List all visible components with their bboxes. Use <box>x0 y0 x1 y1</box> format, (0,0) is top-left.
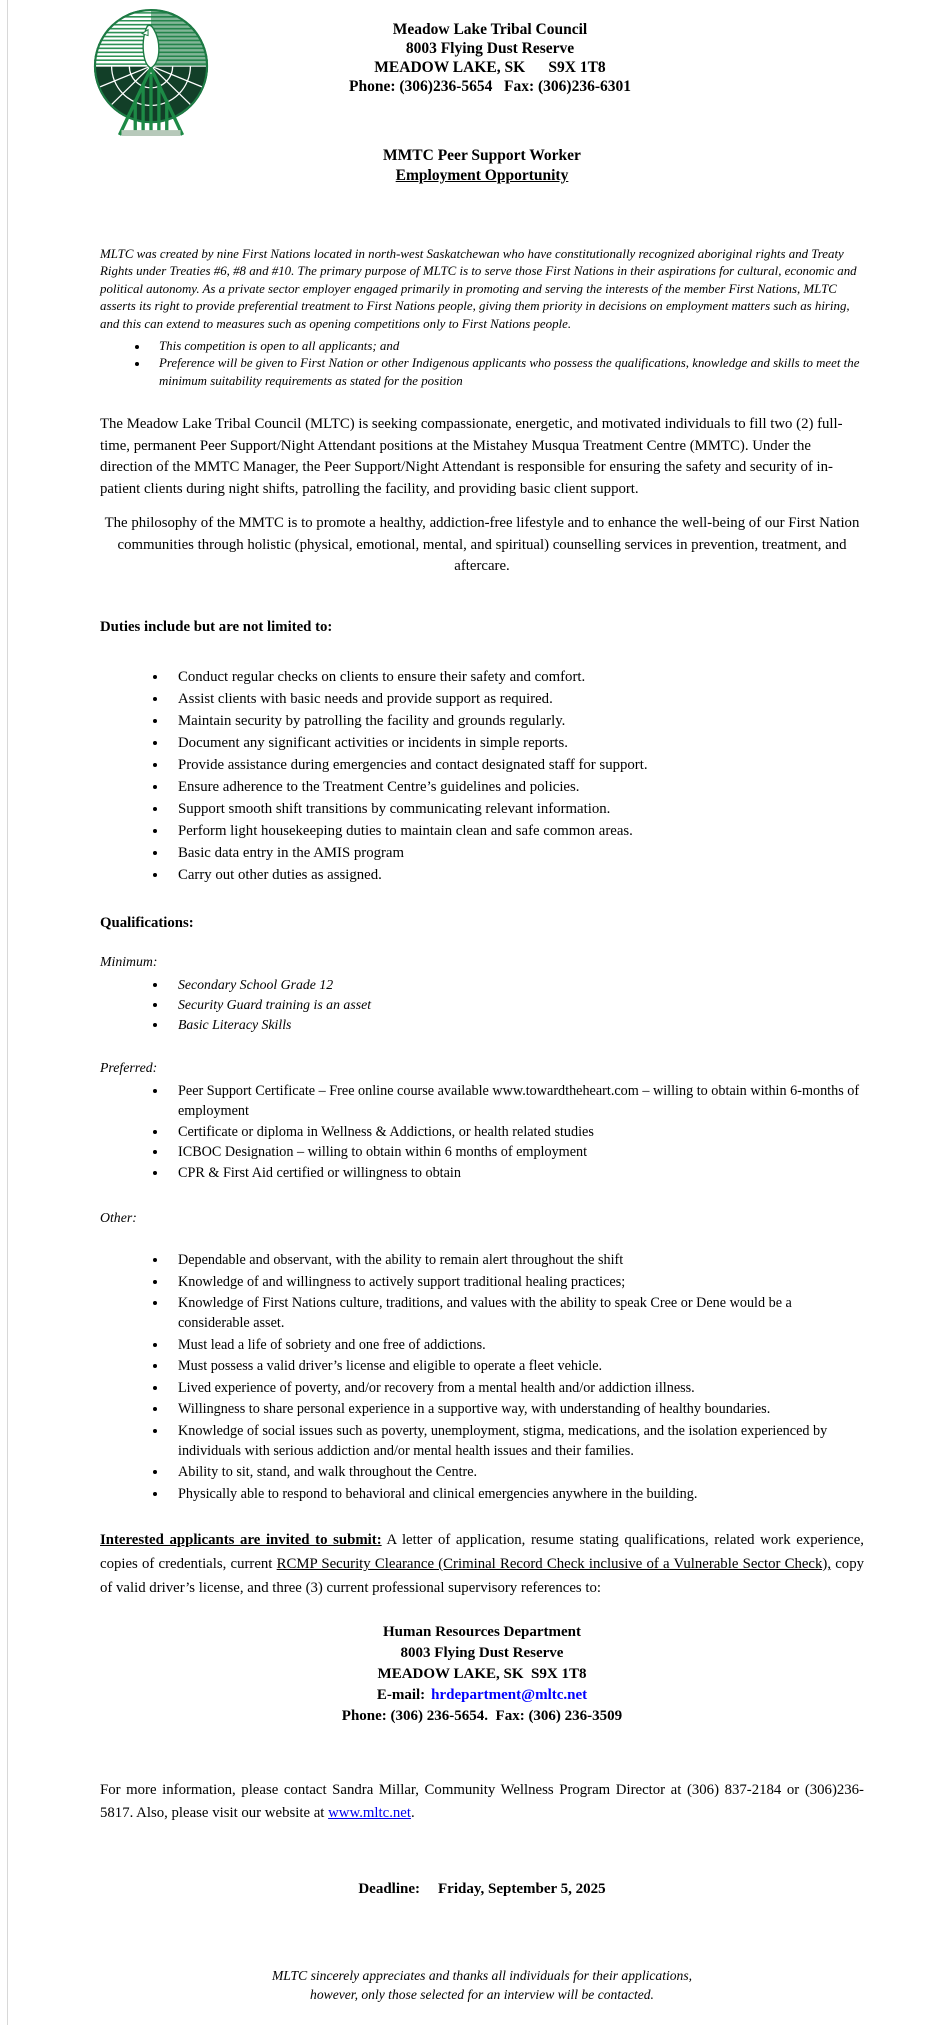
organization-header <box>210 0 770 96</box>
org-address-line1: 8003 Flying Dust Reserve <box>405 40 575 57</box>
list-item: • Preference will be given to First Nation or other Indigenous applicants who possess the qualifications, knowledge and skills to meet the minimum suitability requirements as stated for the position <box>149 355 864 390</box>
org-address-line2: MEADOW LAKE, SK S9X 1T8 <box>374 59 606 76</box>
preferred-item: • ICBOC Designation – willing to obtain within 6 months of employment <box>168 1142 864 1163</box>
other-item: • Physically able to respond to behavioral and clinical emergencies anywhere in the building. <box>168 1484 864 1504</box>
position-summary-paragraph: The Meadow Lake Tribal Council (MLTC) is seeking compassionate, energetic, and motivated individuals to fill two (2) full-time, permanent Peer Support/Night Attendant positions at the Mistahey Musqua Treatment Centre (MMTC). Under the direction of the MMTC Manager, the Peer Support/Night Attendant is responsible for ensuring the safety and security of in-patient clients during night shifts, patrolling the facility, and providing basic client support. <box>100 416 843 497</box>
org-phone-fax: Phone: (306)236-5654 Fax: (306)236-6301 <box>349 78 631 95</box>
apply-lead: Interested applicants are invited to submit: <box>100 1532 382 1549</box>
preferred-list <box>100 1081 864 1184</box>
apply-underlined-requirement: RCMP Security Clearance (Criminal Record Check inclusive of a Vulnerable Sector Check), <box>276 1556 832 1573</box>
duty-item: • Perform light housekeeping duties to maintain clean and safe common areas. <box>168 821 864 842</box>
qualifications-heading: Qualifications: <box>100 914 194 931</box>
posting-title <box>100 146 864 186</box>
hr-email-line <box>100 1685 864 1706</box>
other-item: • Must lead a life of sobriety and one free of addictions. <box>168 1335 864 1355</box>
mltc-intro-paragraph: MLTC was created by nine First Nations located in north-west Saskatchewan who have constitutionally recognized aboriginal rights and Treaty Rights under Treaties #6, #8 and #10. The primary purpose of MLTC is to serve those First Nations in their aspirations for cultural, economic and political autonomy. As a private sector employer engaged primarily in promoting and serving the interests of the member First Nations, MLTC asserts its right to provide preferential treatment to First Nations people, giving them priority in decisions on employment matters such as hiring, and this can extend to measures such as opening competitions only to First Nations people. <box>100 247 857 331</box>
hr-address-line2: MEADOW LAKE, SK S9X 1T8 <box>377 1666 587 1683</box>
posting-title-line2: Employment Opportunity <box>395 167 569 184</box>
other-item: • Ability to sit, stand, and walk throughout the Centre. <box>168 1462 864 1482</box>
duties-list <box>100 667 864 886</box>
intro-bullet-list <box>100 338 864 390</box>
minimum-item: • Basic Literacy Skills <box>168 1015 864 1035</box>
duty-item: • Assist clients with basic needs and provide support as required. <box>168 689 864 710</box>
other-item: • Must possess a valid driver’s license and eligible to operate a fleet vehicle. <box>168 1356 864 1376</box>
mltc-intro-section <box>100 246 864 390</box>
philosophy-paragraph: The philosophy of the MMTC is to promote a healthy, addiction-free lifestyle and to enhance the well-being of our First Nation communities through holistic (physical, emotional, mental, and spiritual) counselling services in prevention, treatment, and aftercare. <box>104 515 860 575</box>
email-label: E-mail: <box>376 1687 426 1704</box>
other-item: • Knowledge of First Nations culture, traditions, and values with the ability to speak Cree or Dene would be a considerable asset. <box>168 1293 864 1334</box>
hr-contact-block <box>100 1622 864 1727</box>
minimum-label: Minimum: <box>100 953 158 969</box>
more-info-seg2: . <box>410 1805 415 1822</box>
footer-line2: however, only those selected for an interview will be contacted. <box>310 1987 654 2003</box>
hr-email-link[interactable]: hrdepartment@mltc.net <box>431 1687 588 1704</box>
duty-item: • Basic data entry in the AMIS program <box>168 843 864 864</box>
preferred-item: • Peer Support Certificate – Free online course available www.towardtheheart.com – willing to obtain within 6-months of employment <box>168 1081 864 1122</box>
org-name: Meadow Lake Tribal Council <box>392 21 588 38</box>
preferred-label: Preferred: <box>100 1059 158 1075</box>
duty-item: • Provide assistance during emergencies and contact designated staff for support. <box>168 755 864 776</box>
apply-seg1: A letter of application, resume stating qualifications, related work experience, copies of credentials, current <box>100 1532 864 1573</box>
other-item: • Knowledge of and willingness to actively support traditional healing practices; <box>168 1272 864 1292</box>
more-info-paragraph <box>100 1779 864 1825</box>
footer-note <box>100 1966 864 2004</box>
footer-line1: MLTC sincerely appreciates and thanks all individuals for their applications, <box>271 1968 693 1984</box>
other-item: • Knowledge of social issues such as poverty, unemployment, stigma, medications, and the isolation experienced by individuals with serious addiction and/or mental health issues and their families. <box>168 1421 864 1462</box>
preferred-item: • Certificate or diploma in Wellness & Addictions, or health related studies <box>168 1122 864 1143</box>
list-item: • This competition is open to all applicants; and <box>149 338 864 355</box>
minimum-list <box>100 975 864 1035</box>
deadline-line <box>100 1881 864 1898</box>
duty-item: • Document any significant activities or incidents in simple reports. <box>168 733 864 754</box>
other-label: Other: <box>100 1210 137 1226</box>
website-link[interactable]: www.mltc.net <box>328 1805 411 1822</box>
duty-item: • Conduct regular checks on clients to ensure their safety and comfort. <box>168 667 864 688</box>
minimum-item: • Secondary School Grade 12 <box>168 975 864 995</box>
application-instructions-paragraph <box>100 1528 864 1600</box>
hr-department: Human Resources Department <box>382 1624 582 1641</box>
duty-item: • Carry out other duties as assigned. <box>168 865 864 886</box>
other-list <box>100 1250 864 1504</box>
posting-title-line1: MMTC Peer Support Worker <box>383 147 581 164</box>
more-info-seg1: For more information, please contact Sandra Millar, Community Wellness Program Director at (306) 837-2184 or (306)236-5817. Also, please visit our website at <box>100 1782 864 1822</box>
other-item: • Willingness to share personal experience in a supportive way, with understanding of healthy boundaries. <box>168 1399 864 1419</box>
hr-phone-fax: Phone: (306) 236-5654. Fax: (306) 236-3509 <box>341 1708 623 1725</box>
duty-item: • Support smooth shift transitions by communicating relevant information. <box>168 799 864 820</box>
apply-seg2: copy of valid driver’s license, and three (3) current professional supervisory references to: <box>100 1556 864 1597</box>
duty-item: • Ensure adherence to the Treatment Centre’s guidelines and policies. <box>168 777 864 798</box>
other-item: • Lived experience of poverty, and/or recovery from a mental health and/or addiction illness. <box>168 1378 864 1398</box>
hr-address-line1: 8003 Flying Dust Reserve <box>400 1645 564 1662</box>
deadline-value: Friday, September 5, 2025 <box>438 1881 606 1898</box>
duties-heading: Duties include but are not limited to: <box>100 618 333 635</box>
duty-item: • Maintain security by patrolling the facility and grounds regularly. <box>168 711 864 732</box>
minimum-item: • Security Guard training is an asset <box>168 995 864 1015</box>
other-item: • Dependable and observant, with the ability to remain alert throughout the shift <box>168 1250 864 1270</box>
deadline-label: Deadline: <box>358 1881 421 1898</box>
mltc-logo-icon <box>86 5 216 137</box>
preferred-item: • CPR & First Aid certified or willingness to obtain <box>168 1163 864 1184</box>
